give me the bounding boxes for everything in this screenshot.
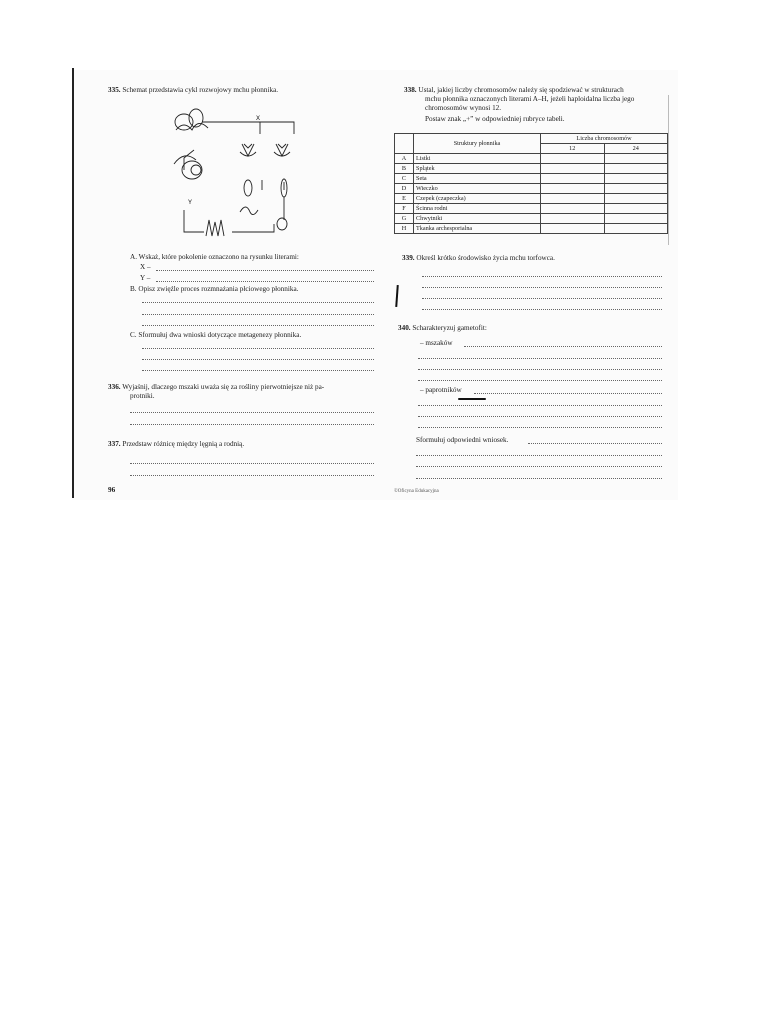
table-row (395, 184, 668, 194)
question-339 (402, 254, 555, 262)
row-letter: H (395, 224, 414, 234)
moss-life-cycle-diagram (164, 100, 304, 245)
question-number: 339. (402, 254, 415, 262)
answer-line[interactable] (418, 358, 662, 359)
item-paprotnikow: – paprotników (420, 386, 462, 394)
question-335 (108, 86, 278, 94)
table-header-structures: Struktury płonnika (414, 134, 541, 154)
answer-line[interactable] (142, 325, 374, 326)
scan-edge-left (72, 68, 74, 498)
row-structure: Listki (414, 154, 541, 164)
answer-label-y: Y – (140, 274, 151, 282)
cell-12[interactable] (541, 204, 605, 214)
question-text: Ustal, jakiej liczby chromosomów należy się spodziewać w strukturach (418, 86, 624, 94)
item-mszakow: – mszaków (420, 339, 453, 347)
row-structure: Wieczko (414, 184, 541, 194)
answer-line[interactable] (142, 370, 374, 371)
answer-line[interactable] (422, 276, 662, 277)
table-header-row (395, 134, 668, 144)
cell-24[interactable] (604, 194, 668, 204)
question-336 (108, 383, 324, 391)
question-number: 336. (108, 383, 121, 391)
answer-label-x: X – (140, 263, 151, 271)
answer-line[interactable] (418, 416, 662, 417)
table-row (395, 204, 668, 214)
row-structure: Tkanka archesporialna (414, 224, 541, 234)
question-340 (398, 324, 487, 332)
row-letter: G (395, 214, 414, 224)
page-number: 96 (108, 486, 116, 494)
question-a-text: A. Wskaż, które pokolenie oznaczono na rysunku literami: (130, 253, 299, 261)
row-letter: F (395, 204, 414, 214)
conclusion-prompt: Sformułuj odpowiedni wniosek. (416, 436, 509, 444)
question-text: Schemat przedstawia cykl rozwojowy mchu płonnika. (122, 86, 279, 94)
cell-12[interactable] (541, 184, 605, 194)
table-header-12: 12 (541, 144, 605, 154)
question-instruction: Postaw znak „+” w odpowiedniej rubryce tabeli. (425, 115, 565, 123)
answer-line[interactable] (142, 314, 374, 315)
table-header-count: Liczba chromosomów (541, 134, 668, 144)
question-text: Określ krótko środowisko życia mchu torfowca. (416, 254, 555, 262)
question-text-continued: protniki. (130, 392, 155, 400)
table-header-letter (395, 134, 414, 154)
table-row (395, 154, 668, 164)
cell-12[interactable] (541, 154, 605, 164)
question-number: 338. (404, 86, 417, 94)
answer-line[interactable] (418, 405, 662, 406)
table-row (395, 164, 668, 174)
answer-line[interactable] (130, 463, 374, 464)
cell-24[interactable] (604, 174, 668, 184)
row-letter: C (395, 174, 414, 184)
scan-edge-right (668, 95, 669, 245)
table-header-24: 24 (604, 144, 668, 154)
row-structure: Chwytniki (414, 214, 541, 224)
question-text: Wyjaśnij, dlaczego mszaki uważa się za rośliny pierwotniejsze niż pa- (122, 383, 325, 391)
chromosome-table (394, 133, 668, 234)
diagram-label-y: Y (188, 200, 193, 206)
question-number: 340. (398, 324, 411, 332)
answer-line[interactable] (156, 281, 374, 282)
row-structure: Ścinna rodni (414, 204, 541, 214)
question-b-text: B. Opisz zwięźle proces rozmnażania płciowego płonnika. (130, 285, 299, 293)
cell-24[interactable] (604, 164, 668, 174)
question-text-continued: chromosomów wynosi 12. (425, 104, 502, 112)
row-structure: Seta (414, 174, 541, 184)
answer-line[interactable] (422, 287, 662, 288)
answer-line[interactable] (418, 369, 662, 370)
answer-line[interactable] (418, 427, 662, 428)
table-row (395, 194, 668, 204)
question-337 (108, 440, 244, 448)
row-structure: Czepek (czapeczka) (414, 194, 541, 204)
question-number: 337. (108, 440, 121, 448)
answer-line[interactable] (142, 348, 374, 349)
answer-line[interactable] (464, 346, 662, 347)
answer-line[interactable] (142, 302, 374, 303)
cell-12[interactable] (541, 174, 605, 184)
row-letter: A (395, 154, 414, 164)
answer-line[interactable] (422, 298, 662, 299)
cell-12[interactable] (541, 224, 605, 234)
diagram-label-x: X (256, 116, 261, 122)
row-letter: D (395, 184, 414, 194)
question-text: Przedstaw różnicę między lęgnią a rodnią. (122, 440, 245, 448)
table-row (395, 174, 668, 184)
cell-24[interactable] (604, 184, 668, 194)
cell-12[interactable] (541, 164, 605, 174)
answer-line[interactable] (528, 443, 662, 444)
cell-12[interactable] (541, 194, 605, 204)
cell-12[interactable] (541, 214, 605, 224)
answer-line[interactable] (474, 393, 662, 394)
table-row (395, 224, 668, 234)
answer-line[interactable] (142, 359, 374, 360)
answer-line[interactable] (416, 455, 662, 456)
answer-line[interactable] (416, 466, 662, 467)
table-row (395, 214, 668, 224)
question-number: 335. (108, 86, 121, 94)
cell-24[interactable] (604, 204, 668, 214)
row-letter: E (395, 194, 414, 204)
answer-line[interactable] (418, 380, 662, 381)
footer-publisher: ©Oficyna Edukacyjna (394, 489, 439, 494)
question-text-continued: mchu płonnika oznaczonych literami A–H, jeżeli haploidalna liczba jego (425, 95, 635, 103)
answer-line[interactable] (422, 309, 662, 310)
pen-underline (458, 398, 486, 400)
answer-line[interactable] (156, 270, 374, 271)
cell-24[interactable] (604, 214, 668, 224)
question-338 (404, 86, 624, 94)
row-structure: Splątek (414, 164, 541, 174)
answer-line[interactable] (130, 475, 374, 476)
answer-line[interactable] (130, 412, 374, 413)
answer-line[interactable] (416, 478, 662, 479)
cell-24[interactable] (604, 224, 668, 234)
question-text: Scharakteryzuj gametofit: (412, 324, 487, 332)
row-letter: B (395, 164, 414, 174)
answer-line[interactable] (130, 424, 374, 425)
cell-24[interactable] (604, 154, 668, 164)
question-c-text: C. Sformułuj dwa wnioski dotyczące metagenezy płonnika. (130, 331, 302, 339)
